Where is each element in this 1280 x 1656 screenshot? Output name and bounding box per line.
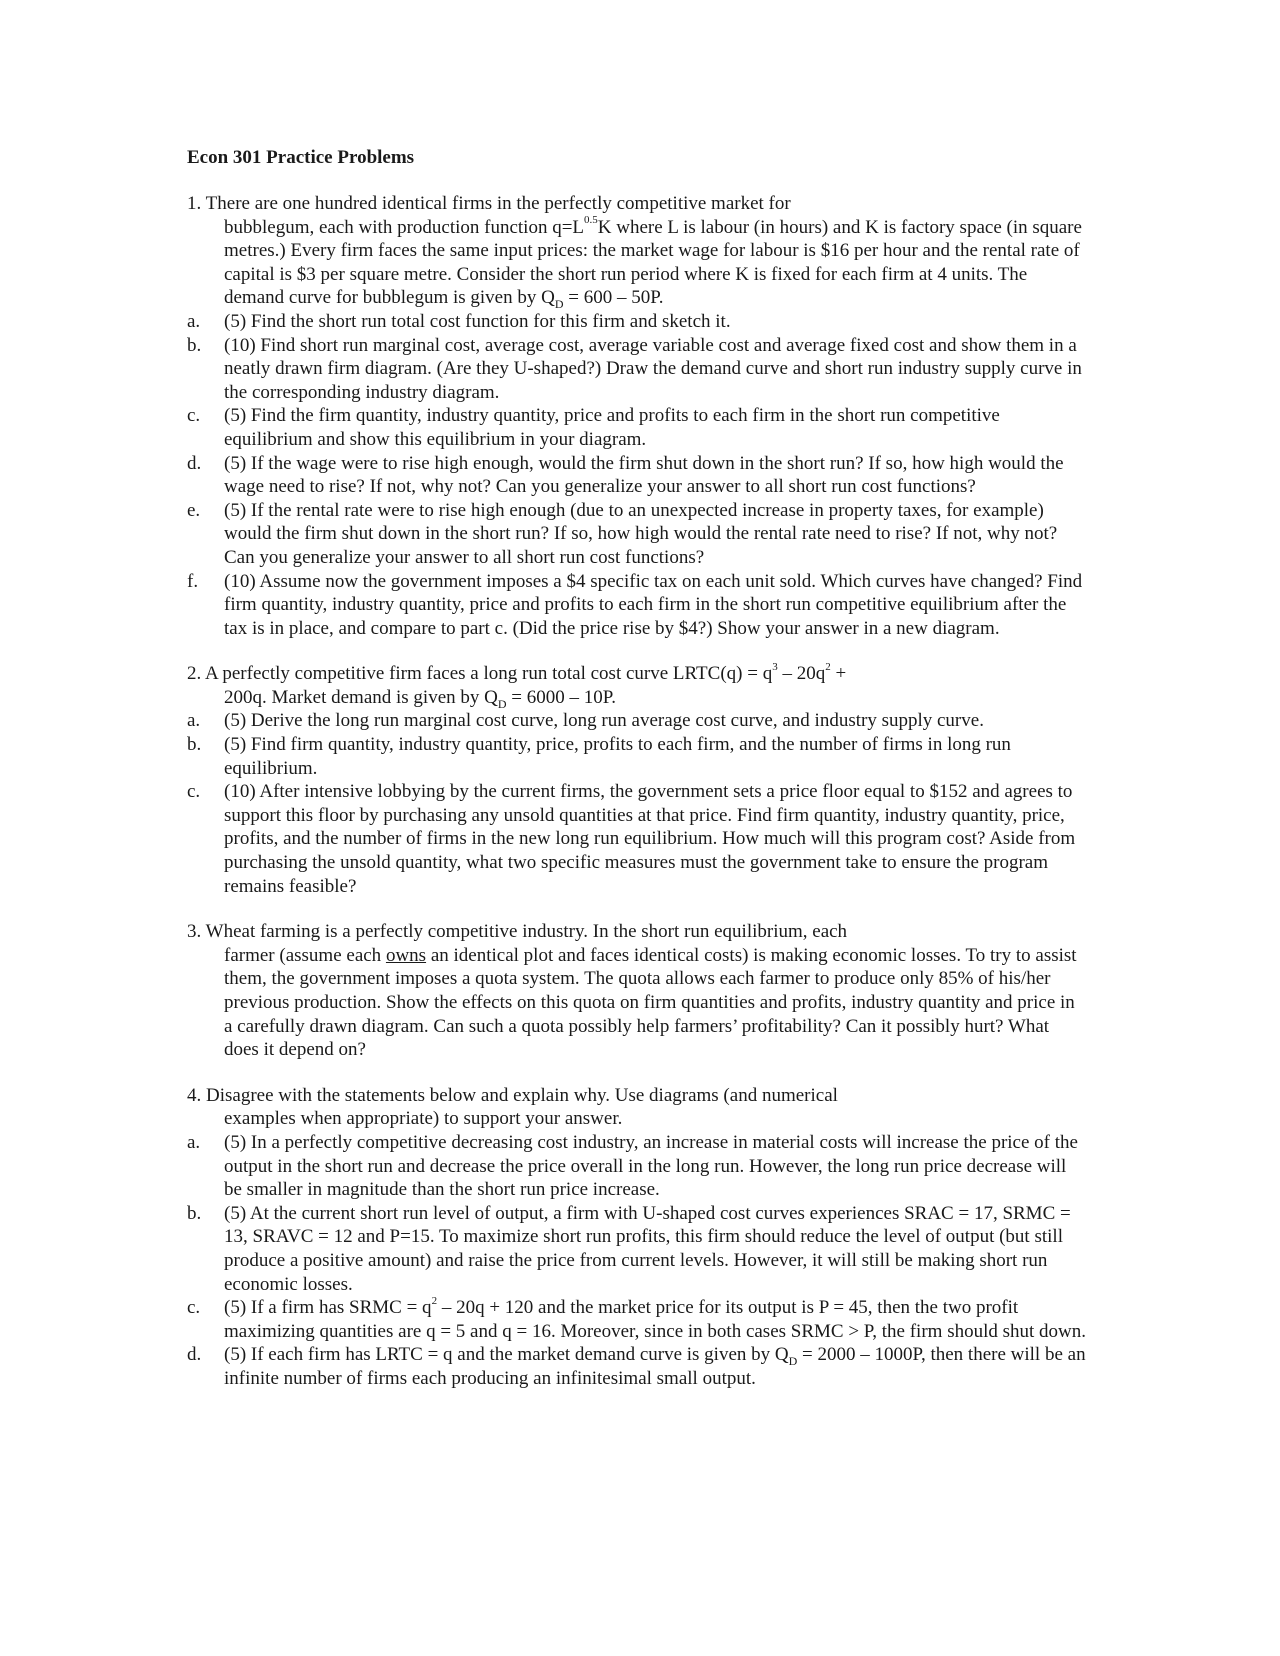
part-letter: a. (187, 710, 201, 732)
p1-cont-c: = 600 – 50P. (563, 287, 664, 309)
part-text: (5) If the wage were to rise high enough, would the firm shut down in the short run? If so, how high would the wage need to rise? If not, why not? Can you generalize your answer to all short run cost functions? (224, 452, 1064, 498)
p2-first-c: + (830, 663, 847, 685)
part-text: (5) Find firm quantity, industry quantity, price, profits to each firm, and the number of firms in long run equilibrium. (224, 734, 1011, 779)
part-letter: f. (187, 570, 199, 592)
part-text: (10) After intensive lobbying by the current firms, the government sets a price floor equal to $152 and agrees to support this floor by purchasing any unsold quantities at that price. Find firm quantity, industry quantity, price, profits, and the number of firms in the new long run equilibrium. How much will this program cost? Aside from purchasing the unsold quantity, what two specific measures must the government take to ensure the program remains feasible? (224, 781, 1076, 897)
problem-1-first-line: 1. There are one hundred identical firms in the perfectly competitive market for (187, 193, 791, 214)
part-text: (10) Find short run marginal cost, average cost, average variable cost and average fixed cost and show them in a neatly drawn firm diagram. (Are they U-shaped?) Draw the demand curve and short run industry supply curve in the corresponding industry diagram. (224, 334, 1082, 403)
p3-cont-b: an identical plot and faces identical costs) is making economic losses. To try to assist them, the government imposes a quota system. The quota allows each farmer to produce only 85% of his/her previous production. Show the effects on this quota on firm quantities and profits, industry quantity and price in a carefully drawn diagram. Can such a quota possibly help farmers’ profitability? Can it possibly hurt? What does it depend on? (224, 944, 1077, 1061)
part-letter: b. (187, 734, 202, 756)
part-letter: c. (187, 405, 201, 427)
problem-1 (187, 192, 1087, 640)
p1-cont-a: bubblegum, each with production function q=L (224, 216, 585, 238)
p2-exponent-1: 3 (772, 660, 778, 673)
part-letter: b. (187, 334, 202, 356)
part-letter: c. (187, 781, 201, 803)
problem-2-part-a (187, 709, 1087, 733)
problem-1-stem (187, 192, 1087, 310)
problem-2-part-c (187, 780, 1087, 898)
part-text: (5) Find the short run total cost function for this firm and sketch it. (224, 310, 731, 332)
problem-1-part-d (187, 452, 1087, 499)
problem-2-part-b (187, 733, 1087, 780)
problem-1-part-f (187, 570, 1087, 641)
p4d-text-1: (5) If each firm has LRTC = q and the market demand curve is given by Q (224, 1344, 789, 1366)
problem-4-continuation: examples when appropriate) to support your answer. (224, 1108, 623, 1130)
document-page (187, 146, 1087, 1413)
p4c-exponent: 2 (431, 1294, 438, 1307)
p2-cont-a: 200q. Market demand is given by Q (224, 686, 498, 708)
problem-4-stem (187, 1084, 1087, 1131)
part-text: (5) Derive the long run marginal cost curve, long run average cost curve, and industry supply curve. (224, 710, 984, 732)
problem-4-part-b (187, 1202, 1087, 1296)
problem-3 (187, 920, 1087, 1062)
part-text: (5) In a perfectly competitive decreasing cost industry, an increase in material costs will increase the price of the output in the short run and decrease the price overall in the long run. However, the long run price decrease will be smaller in magnitude than the short run price increase. (224, 1131, 1078, 1201)
problem-3-stem (187, 920, 1087, 1062)
part-letter: a. (187, 1131, 201, 1153)
p1-cont-b: K where L is labour (in hours) and K is factory space (in square metres.) Every firm faces the same input prices: the market wage for labour is $16 per hour and the rental rate of capital is $3 per square metre. Consider the short run period where K is fixed for each firm at 4 units. The demand curve for bubblegum is given by Q (224, 216, 1082, 309)
problem-2-first-line (187, 662, 1087, 686)
part-text: (5) At the current short run level of output, a firm with U-shaped cost curves experiences SRAC = 17, SRMC = 13, SRAVC = 12 and P=15. To maximize short run profits, this firm should reduce the level of output (but still produce a positive amount) and raise the price from current levels. However, it will still be making short run economic losses. (224, 1202, 1071, 1295)
p4d-text-2: = 2000 – 1000P, then there will be an infinite number of firms each producing an infinitesimal small output. (224, 1344, 1086, 1389)
problem-1-part-c (187, 404, 1087, 451)
part-text: (5) If the rental rate were to rise high enough (due to an unexpected increase in property taxes, for example) would the firm shut down in the short run? If so, how high would the rental rate need to rise? If not, why not? Can you generalize your answer to all short run cost functions? (224, 499, 1058, 568)
part-letter: e. (187, 499, 201, 521)
part-letter: b. (187, 1202, 202, 1224)
p4c-text-1: (5) If a firm has SRMC = q (224, 1297, 432, 1319)
part-letter: d. (187, 1344, 202, 1366)
part-text (224, 1296, 1087, 1343)
part-letter: d. (187, 452, 202, 474)
problem-4 (187, 1084, 1087, 1391)
p2-subscript: D (497, 696, 507, 711)
problem-1-part-a (187, 310, 1087, 334)
p2-cont-b: = 6000 – 10P. (506, 686, 616, 708)
problem-2-continuation (187, 686, 1087, 710)
part-letter: c. (187, 1297, 201, 1319)
problem-4-part-d (187, 1343, 1087, 1390)
p3-underlined-word: owns (385, 944, 427, 966)
p4c-text-2: – 20q + 120 and the market price for its output is P = 45, then the two profit maximizing quantities are q = 5 and q = 16. Moreover, since in both cases SRMC > P, the firm should shut down. (224, 1297, 1087, 1342)
p2-exponent-2: 2 (825, 660, 831, 673)
problem-1-continuation (187, 216, 1087, 310)
p1-subscript: D (554, 297, 564, 312)
problem-4-first-line: 4. Disagree with the statements below and explain why. Use diagrams (and numerical (187, 1084, 838, 1106)
problem-2 (187, 662, 1087, 898)
part-text: (5) Find the firm quantity, industry quantity, price and profits to each firm in the short run competitive equilibrium and show this equilibrium in your diagram. (224, 405, 1000, 450)
p1-exponent: 0.5 (584, 214, 598, 227)
problem-2-stem (187, 662, 1087, 709)
problem-1-part-b (187, 334, 1087, 405)
problem-1-part-e (187, 499, 1087, 570)
part-letter: a. (187, 310, 201, 332)
part-text (224, 1343, 1087, 1390)
p2-first-b: – 20q (777, 663, 826, 685)
p2-first-a: 2. A perfectly competitive firm faces a long run total cost curve LRTC(q) = q (187, 663, 773, 685)
p4d-subscript: D (788, 1354, 798, 1369)
part-text: (10) Assume now the government imposes a $4 specific tax on each unit sold. Which curves have changed? Find firm quantity, industry quantity, price and profits to each firm in the short run competitive equilibrium after the tax is in place, and compare to part c. (Did the price rise by $4?) Show your answer in a new diagram. (224, 570, 1083, 639)
problem-4-part-c (187, 1296, 1087, 1343)
problem-3-first-line: 3. Wheat farming is a perfectly competitive industry. In the short run equilibrium, each (187, 921, 848, 943)
document-title: Econ 301 Practice Problems (187, 147, 415, 168)
problem-3-continuation (187, 944, 1087, 1062)
p3-cont-a: farmer (assume each (224, 944, 386, 966)
problem-4-part-a (187, 1131, 1087, 1202)
